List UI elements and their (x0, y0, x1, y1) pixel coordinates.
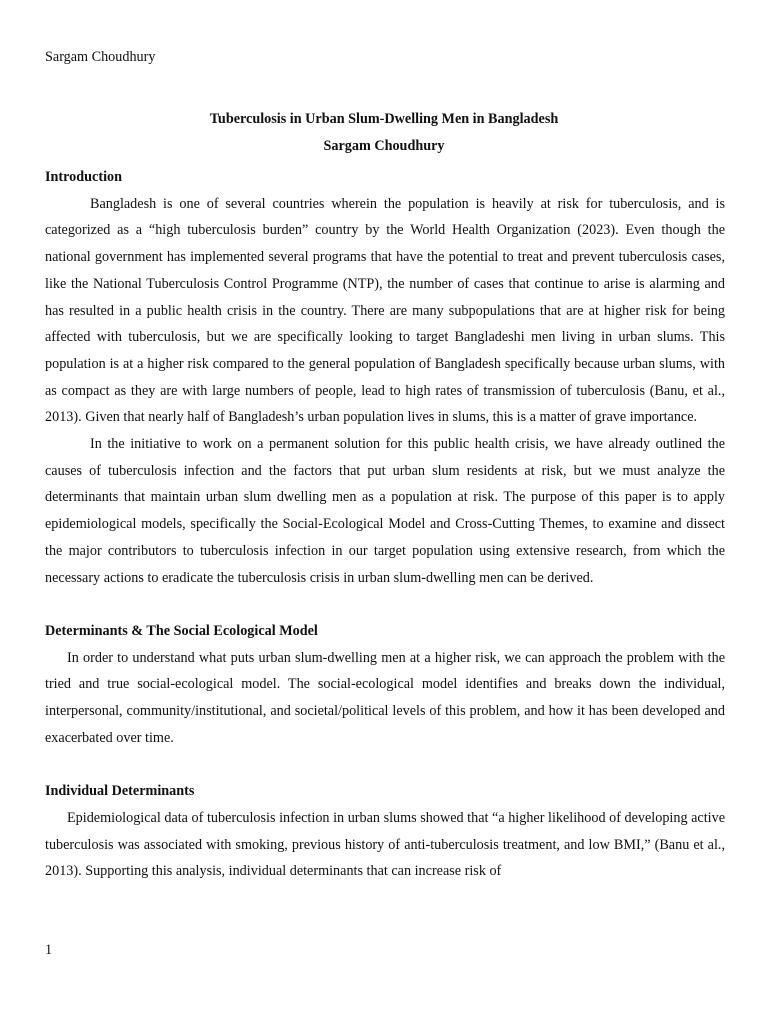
running-header-author: Sargam Choudhury (45, 49, 156, 65)
page-number: 1 (45, 942, 53, 958)
heading-individual-determinants: Individual Determinants (45, 783, 195, 800)
introduction-paragraph-1: Bangladesh is one of several countries wherein the population is heavily at risk for tuberculosis, and is categorized as a “high tuberculosis burden” country by the World Health Organization (2023). Even though the national government has implemented several programs that have the potential to treat and prevent tuberculosis cases, like the National Tuberculosis Control Programme (NTP), the number of cases that continue to arise is alarming and has resulted in a public health crisis in the country. There are many subpopulations that are at higher risk for being affected with tuberculosis, but we are specifically looking to target Bangladeshi men living in urban slums. This population is at a higher risk compared to the general population of Bangladesh specifically because urban slums, with as compact as they are with large numbers of people, lead to high rates of transmission of tuberculosis (Banu, et al., 2013). Given that nearly half of Bangladesh’s urban population lives in slums, this is a matter of grave importance. (45, 195, 725, 426)
heading-introduction: Introduction (45, 169, 122, 185)
document-author: Sargam Choudhury (323, 138, 445, 154)
section-spacer (45, 591, 725, 618)
introduction-paragraph-2: In the initiative to work on a permanent solution for this public health crisis, we have already outlined the causes of tuberculosis infection and the factors that put urban slum residents at risk, but we must analyze the determinants that maintain urban slum dwelling men as a population at risk. The purpose of this paper is to apply epidemiological models, specifically the Social-Ecological Model and Cross-Cutting Themes, to examine and dissect the major contributors to tuberculosis infection in our target population using extensive research, from which the necessary actions to eradicate the tuberculosis crisis in urban slum-dwelling men can be derived. (45, 436, 725, 586)
document-title: Tuberculosis in Urban Slum-Dwelling Men in Bangladesh (209, 111, 559, 127)
heading-determinants: Determinants & The Social Ecological Model (45, 622, 318, 639)
determinants-paragraph-1: In order to understand what puts urban slum-dwelling men at a higher risk, we can approach the problem with the tried and true social-ecological model. The social-ecological model identifies and breaks down the individual, interpersonal, community/institutional, and societal/political levels of this problem, and how it has been developed and exacerbated over time. (45, 649, 725, 746)
section-spacer (45, 751, 725, 778)
document-body (45, 164, 725, 885)
individual-paragraph-1: Epidemiological data of tuberculosis infection in urban slums showed that “a higher likelihood of developing active tuberculosis was associated with smoking, previous history of anti-tuberculosis treatment, and low BMI,” (Banu et al., 2013). Supporting this analysis, individual determinants that can increase risk of (45, 809, 725, 880)
